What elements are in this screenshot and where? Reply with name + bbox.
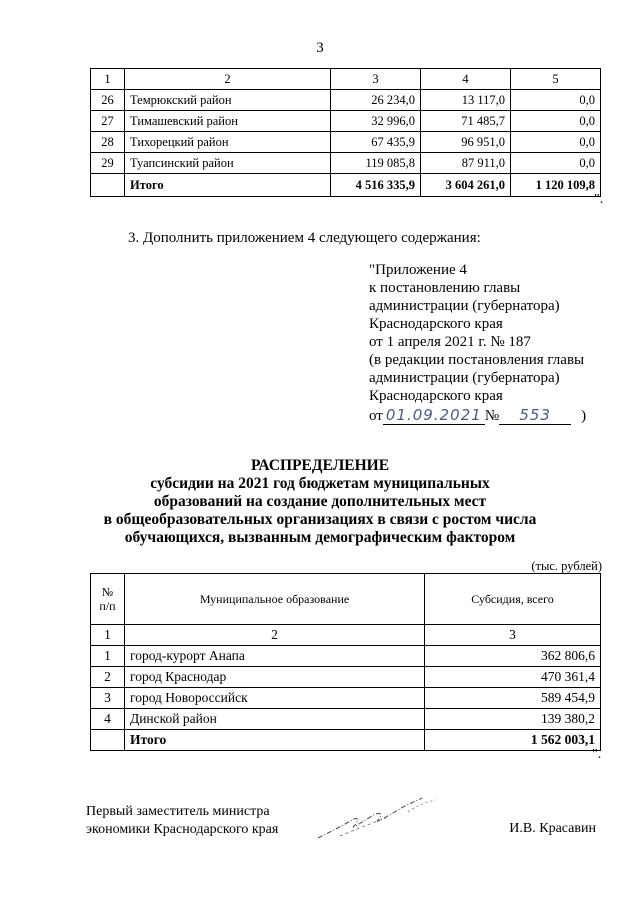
subsidy-value: 362 806,6 — [425, 646, 601, 667]
subsidy-value: 139 380,2 — [425, 709, 601, 730]
total-value: 4 516 335,9 — [331, 174, 421, 197]
district-name: Тихорецкий район — [125, 132, 331, 153]
handwritten-date-field — [383, 407, 485, 425]
table-row — [91, 709, 601, 730]
col-number: 1 — [91, 625, 125, 646]
subsidy-value: 589 454,9 — [425, 688, 601, 709]
table-row — [91, 153, 601, 174]
total-label: Итого — [125, 730, 425, 751]
title-heading: РАСПРЕДЕЛЕНИЕ — [250, 457, 390, 474]
appendix-line: администрации (губернатора) — [369, 370, 560, 386]
ot-label: от — [369, 408, 383, 424]
handwritten-signature — [310, 790, 450, 850]
table-header-row — [91, 69, 601, 90]
district-name: Туапсинский район — [125, 153, 331, 174]
total-value: 1 120 109,8 — [511, 174, 601, 197]
total-label: Итого — [125, 174, 331, 197]
appendix-line: к постановлению главы — [369, 280, 521, 296]
header-number: № п/п — [91, 574, 125, 625]
appendix-line: администрации (губернатора) — [369, 298, 560, 314]
total-value: 3 604 261,0 — [421, 174, 511, 197]
header-subsidy: Субсидия, всего — [425, 574, 601, 625]
col-number: 4 — [421, 69, 511, 90]
document-title — [0, 457, 640, 547]
appendix-line: Краснодарского края — [369, 388, 503, 404]
municipality-name: город Новороссийск — [125, 688, 425, 709]
empty-cell — [91, 174, 125, 197]
row-number: 28 — [91, 132, 125, 153]
row-number: 4 — [91, 709, 125, 730]
appendix-line: от 1 апреля 2021 г. № 187 — [369, 334, 531, 350]
position-line: Первый заместитель министра — [86, 804, 270, 819]
value-cell: 0,0 — [511, 153, 601, 174]
table-total-row — [91, 730, 601, 751]
title-line: в общеобразовательных организациях в связи с ростом числа — [103, 511, 537, 528]
signatory-position — [86, 803, 278, 839]
appendix-line: (в редакции постановления главы — [369, 352, 585, 368]
table-colnum-row — [91, 625, 601, 646]
table-row — [91, 90, 601, 111]
title-line: образований на создание дополнительных мест — [153, 493, 487, 510]
subsidy-value: 470 361,4 — [425, 667, 601, 688]
col-number: 1 — [91, 69, 125, 90]
number-sign: № — [484, 408, 500, 424]
row-number: 2 — [91, 667, 125, 688]
municipality-name: город-курорт Анапа — [125, 646, 425, 667]
district-name: Тимашевский район — [125, 111, 331, 132]
table-header-row — [91, 574, 601, 625]
value-cell: 0,0 — [511, 111, 601, 132]
table-row — [91, 667, 601, 688]
value-cell: 71 485,7 — [421, 111, 511, 132]
municipality-name: город Краснодар — [125, 667, 425, 688]
value-cell: 26 234,0 — [331, 90, 421, 111]
signatory-name: И.В. Красавин — [509, 821, 596, 836]
col-number: 3 — [331, 69, 421, 90]
row-number: 27 — [91, 111, 125, 132]
value-cell: 13 117,0 — [421, 90, 511, 111]
units-label: (тыс. рублей) — [531, 559, 602, 573]
col-number: 2 — [125, 625, 425, 646]
row-number: 1 — [91, 646, 125, 667]
subsidy-distribution-table — [90, 573, 601, 751]
col-number: 3 — [425, 625, 601, 646]
table-row — [91, 688, 601, 709]
col-number: 5 — [511, 69, 601, 90]
page-number: 3 — [316, 40, 324, 56]
value-cell: 32 996,0 — [331, 111, 421, 132]
empty-cell — [91, 730, 125, 751]
paragraph-text: 3. Дополнить приложением 4 следующего содержания: — [128, 230, 481, 246]
value-cell: 87 911,0 — [421, 153, 511, 174]
handwritten-number: 553 — [519, 406, 551, 424]
value-cell: 0,0 — [511, 132, 601, 153]
appendix-reference — [369, 261, 629, 425]
subsidy-table-continued — [90, 68, 601, 197]
closing-quote-mark: ". — [594, 192, 604, 207]
handwritten-number-field — [499, 407, 571, 425]
table-row — [91, 111, 601, 132]
appendix-line: Краснодарского края — [369, 316, 503, 332]
table-total-row — [91, 174, 601, 197]
value-cell: 96 951,0 — [421, 132, 511, 153]
appendix-line: "Приложение 4 — [369, 262, 467, 278]
title-line: обучающихся, вызванным демографическим фактором — [124, 529, 516, 546]
row-number: 3 — [91, 688, 125, 709]
value-cell: 119 085,8 — [331, 153, 421, 174]
closing-quote-mark: ". — [592, 747, 602, 762]
value-cell: 0,0 — [511, 90, 601, 111]
municipality-name: Динской район — [125, 709, 425, 730]
row-number: 29 — [91, 153, 125, 174]
title-line: субсидии на 2021 год бюджетам муниципальных — [150, 475, 490, 492]
closing-paren: ) — [581, 408, 587, 424]
handwritten-date: 01.09.2021 — [385, 406, 482, 424]
total-value: 1 562 003,1 — [425, 730, 601, 751]
table-row — [91, 132, 601, 153]
header-municipality: Муниципальное образование — [125, 574, 425, 625]
appendix-date-line — [369, 407, 629, 425]
table-row — [91, 646, 601, 667]
row-number: 26 — [91, 90, 125, 111]
col-number: 2 — [125, 69, 331, 90]
district-name: Темрюкский район — [125, 90, 331, 111]
position-line: экономики Краснодарского края — [86, 822, 279, 837]
value-cell: 67 435,9 — [331, 132, 421, 153]
